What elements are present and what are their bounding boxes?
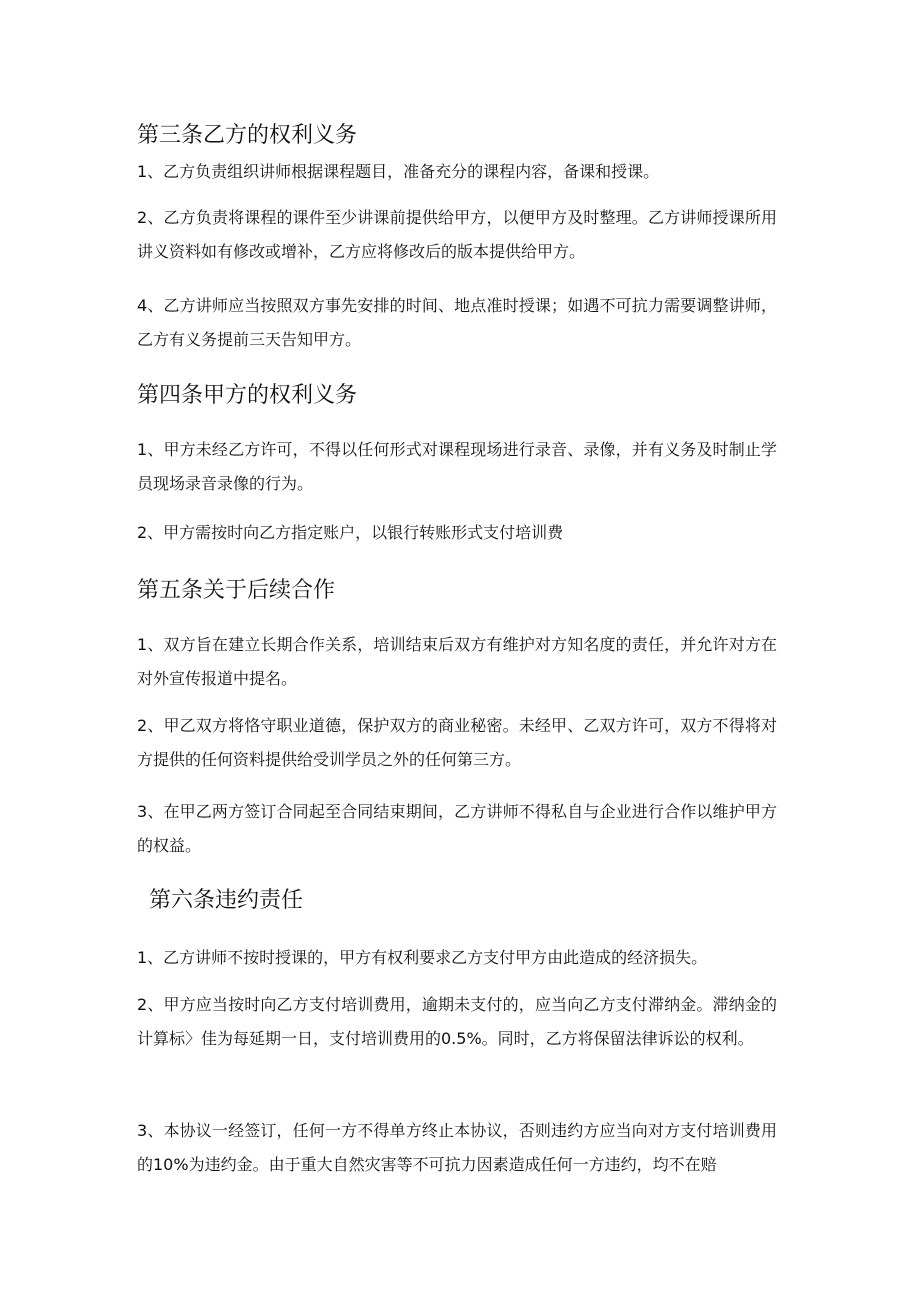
paragraph-3-2: 2、乙方负责将课程的课件至少讲课前提供给甲方，以便甲方及时整理。乙方讲师授课所用讲义资料如有修改或增补，乙方应将修改后的版本提供给甲方。 [137,208,777,261]
paragraph-5-1: 1、双方旨在建立长期合作关系，培训结束后双方有维护对方知名度的责任，并允许对方在对外宣传报道中提名。 [137,635,777,688]
paragraph-5-3: 3、在甲乙两方签订合同起至合同结束期间，乙方讲师不得私自与企业进行合作以维护甲方的权益。 [137,802,777,855]
paragraph-6-2: 2、甲方应当按时向乙方支付培训费用，逾期未支付的，应当向乙方支付滞纳金。滞纳金的计算标〉佳为每延期一日，支付培训费用的0.5%。同时，乙方将保留法律诉讼的权利。 [137,995,777,1048]
section-heading-6: 第六条违约责任 [149,888,304,913]
paragraph-3-4: 4、乙方讲师应当按照双方事先安排的时间、地点准时授课；如遇不可抗力需要调整讲师，乙方有义务提前三天告知甲方。 [137,296,777,349]
paragraph-4-1: 1、甲方未经乙方许可，不得以任何形式对课程现场进行录音、录像，并有义务及时制止学员现场录音录像的行为。 [137,440,777,493]
paragraph-3-1: 1、乙方负责组织讲师根据课程题目，准备充分的课程内容，备课和授课。 [137,162,660,181]
paragraph-5-2: 2、甲乙双方将恪守职业道德，保护双方的商业秘密。未经甲、乙双方许可，双方不得将对方提供的任何资料提供给受训学员之外的任何第三方。 [137,716,777,769]
section-heading-3: 第三条乙方的权利义务 [137,123,358,149]
paragraph-6-3: 3、本协议一经签订，任何一方不得单方终止本协议，否则违约方应当向对方支付培训费用的10%为违约金。由于重大自然灾害等不可抗力因素造成任何一方违约，均不在赔 [137,1121,777,1174]
section-heading-4: 第四条甲方的权利义务 [137,383,358,408]
section-heading-5: 第五条关于后续合作 [137,578,336,603]
paragraph-4-2: 2、甲方需按时向乙方指定账户，以银行转账形式支付培训费 [137,523,564,542]
paragraph-6-1: 1、乙方讲师不按时授课的，甲方有权利要求乙方支付甲方由此造成的经济损失。 [137,948,708,967]
